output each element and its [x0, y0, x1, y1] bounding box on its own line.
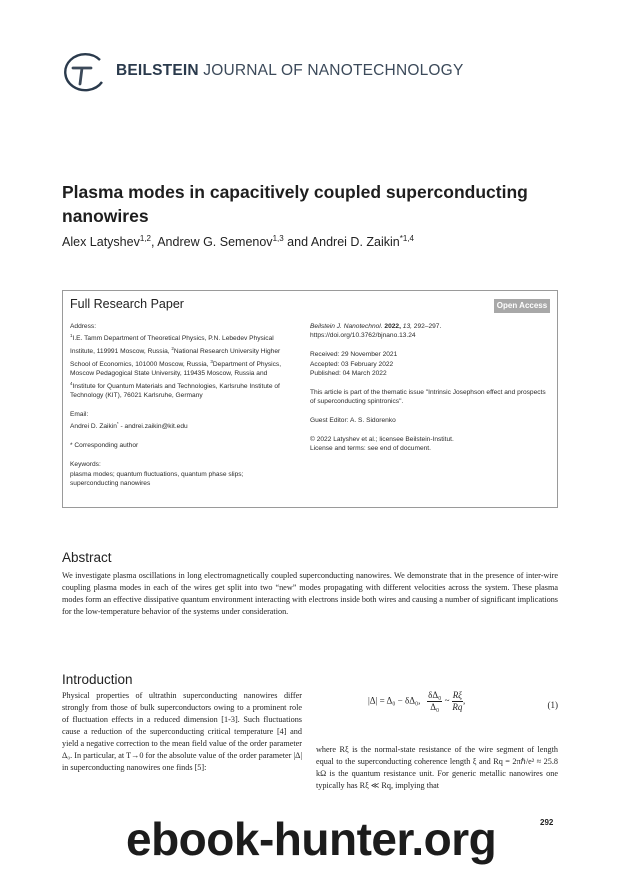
keywords-label: Keywords:: [70, 461, 101, 469]
email-label: Email:: [70, 410, 89, 418]
affiliation-text: Institute for Quantum Materials and Technologies, Karlsruhe Institute of Technology (KIT), 76021 Karlsruhe, Germany: [70, 382, 280, 400]
keywords: plasma modes; quantum fluctuations, quantum phase slips; superconducting nanowires: [70, 470, 244, 487]
published-date: Published: 04 March 2022: [310, 370, 387, 378]
affiliation-number: 1: [70, 333, 73, 339]
abstract-heading: Abstract: [62, 550, 112, 565]
author-affiliation: *1,4: [399, 234, 414, 243]
citation-pages: 292–297.: [413, 323, 442, 330]
copyright: © 2022 Latyshev et al.; licensee Beilstein-Institut.: [310, 435, 454, 443]
info-right-column: [310, 322, 550, 454]
journal-name-rest: JOURNAL OF NANOTECHNOLOGY: [198, 62, 464, 79]
frac2-denominator: Rq: [452, 702, 463, 712]
author-separator: and: [283, 235, 311, 250]
received-date: Received: 29 November 2021: [310, 351, 398, 359]
address-label: Address:: [70, 323, 97, 330]
journal-name-bold: BEILSTEIN: [116, 62, 199, 79]
introduction-right-column: where Rξ is the normal-state resistance of the wire segment of length equal to the superconducting coherence length ξ and Rq = 2πℏ/e² ≈ 25.8 kΩ is the quantum resistance unit. For generic metallic nanowires one typically has Rξ ≪ Rq, implying that: [316, 745, 558, 790]
email-address[interactable]: - andrei.zaikin@kit.edu: [118, 423, 188, 431]
affiliation-text: National Research University Higher School of Economics, 101000 Moscow, Russia,: [70, 348, 281, 368]
introduction-left-column: Physical properties of ultrathin superconducting nanowires differ strongly from those of bulk superconductors owing to a prominent role of fluctuation effects in a reduced dimension [1-3]. Such fluctuations cause a reduction of the superconducting critical temperature [4] and yield a negative correction to the mean field value of the order parameter Δ₀. In particular, at T→0 for the absolute value of the order parameter |Δ| in superconducting nanowires one finds [5]:: [62, 691, 302, 772]
affiliation-number: 4: [70, 380, 73, 386]
email-author: Andrei D. Zaikin: [70, 423, 117, 431]
equation-comma: ,: [463, 695, 466, 706]
citation-volume: 13,: [402, 323, 412, 330]
affiliation-text: I.E. Tamm Department of Theoretical Physics, P.N. Lebedev Physical Institute, 119991 Moscow, Russia,: [70, 335, 274, 356]
thematic-issue: This article is part of the thematic issue "Intrinsic Josephson effect and prospects of superconducting spintronics".: [310, 388, 546, 406]
equation-approx: ~: [444, 695, 450, 706]
frac1-denominator: Δ₀: [430, 702, 440, 712]
article-title: Plasma modes in capacitively coupled superconducting nanowires: [62, 182, 528, 226]
paper-type: Full Research Paper: [70, 297, 184, 311]
author-affiliation: 1,2: [139, 234, 151, 243]
author-list: [62, 234, 414, 249]
frac2-numerator: Rξ: [452, 690, 463, 700]
affiliation-number: 3: [210, 358, 213, 364]
author-name: Andrei D. Zaikin: [310, 235, 400, 250]
citation-journal: Beilstein J. Nanotechnol.: [310, 323, 383, 330]
equation-fraction-2: [452, 690, 466, 713]
author-separator: ,: [150, 235, 158, 250]
citation: [310, 322, 550, 331]
equation-lhs: |Δ| = Δ₀ − δΔ₀,: [368, 695, 421, 706]
corresponding-note: * Corresponding author: [70, 442, 139, 450]
affiliations: [70, 331, 292, 400]
author-name: Alex Latyshev: [62, 235, 140, 250]
watermark: ebook-hunter.org: [126, 813, 497, 865]
affiliation-text: Department of Physics, Moscow Pedagogical State University, 119435 Moscow, Russia and: [70, 360, 282, 378]
open-access-badge: Open Access: [494, 299, 550, 313]
journal-logo-icon: [60, 52, 106, 92]
author-name: Andrew G. Semenov: [157, 235, 273, 250]
equation-1: [368, 690, 558, 726]
accepted-date: Accepted: 03 February 2022: [310, 360, 394, 368]
email-star: *: [116, 421, 119, 427]
info-left-column: [70, 322, 292, 488]
abstract-text: We investigate plasma oscillations in long electromagnetically coupled superconducting nanowires. We demonstrate that in the presence of inter-wire coupling plasma modes in each of the wires get split into two “new” modes propagating with different velocities across the system. These plasma modes form an effective dissipative quantum environment interacting with electrons inside both wires and causing a number of significant implications for the low-temperature behavior of the systems under consideration.: [62, 571, 558, 616]
journal-name: [116, 62, 463, 80]
introduction-heading: Introduction: [62, 672, 133, 687]
equation-fraction-1: [427, 690, 442, 713]
guest-editor: Guest Editor: A. S. Sidorenko: [310, 417, 396, 425]
doi-link[interactable]: https://doi.org/10.3762/bjnano.13.24: [310, 332, 416, 340]
frac1-numerator: δΔ₀: [428, 690, 442, 700]
author-affiliation: 1,3: [272, 234, 284, 243]
license: License and terms: see end of document.: [310, 445, 431, 453]
citation-year: 2022,: [384, 323, 401, 330]
email-line: [70, 419, 292, 432]
page-number: 292: [540, 818, 554, 827]
affiliation-number: 2: [171, 346, 174, 351]
equation-number: (1): [547, 700, 558, 710]
